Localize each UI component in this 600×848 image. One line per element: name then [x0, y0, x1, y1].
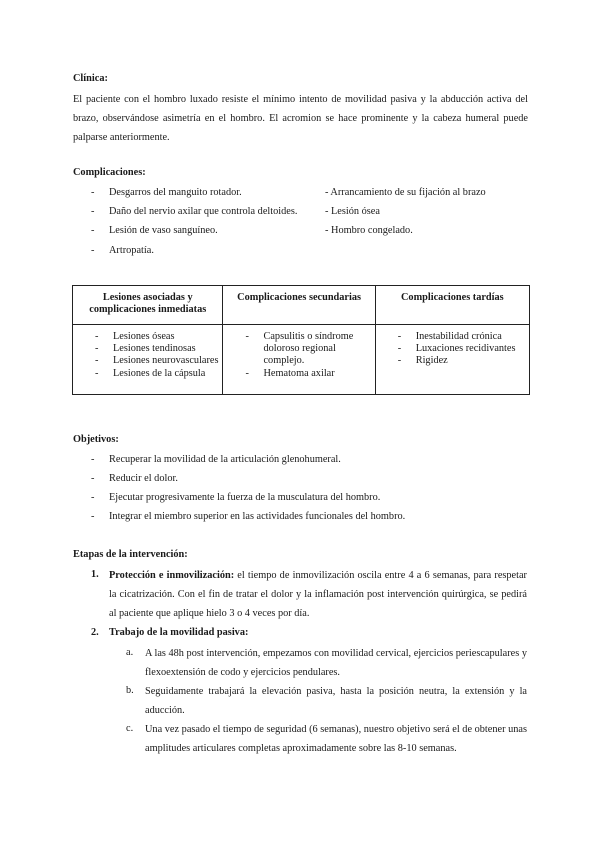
complicacion-item-right: - Hombro congelado.	[325, 225, 413, 236]
step-number: 1.	[91, 569, 99, 580]
objetivo-item: Recuperar la movilidad de la articulación glenohumeral.	[109, 454, 341, 465]
bullet-dash: -	[91, 511, 95, 522]
table-header-cell: Complicaciones secundarias	[223, 286, 375, 325]
bullet-dash: -	[91, 187, 95, 198]
complicaciones-heading: Complicaciones:	[73, 167, 146, 178]
complicacion-item: Daño del nervio axilar que controla deltoides.	[109, 206, 298, 217]
list-item: - Hematoma axilar	[245, 367, 335, 379]
bullet-dash: -	[91, 245, 95, 256]
bullet-dash: -	[91, 225, 95, 236]
sub-letter: a.	[126, 647, 134, 658]
step-text: el tiempo de inmovilización oscila entre 4 a 6 semanas, para respetar la cicatrización. Con el fin de tratar el dolor y la inflamación post intervención quirúrgica, se pedirá al paciente que aplique hielo 3 o 4 veces por día.	[109, 570, 527, 619]
clinica-heading: Clínica:	[73, 73, 108, 84]
bullet-dash: -	[91, 454, 95, 465]
bullet-dash: -	[91, 473, 95, 484]
complicacion-item-right: - Arrancamiento de su fijación al brazo	[325, 187, 486, 198]
list-item: - Lesiones de la cápsula	[95, 367, 206, 379]
bullet-dash: -	[91, 492, 95, 503]
complicacion-item: Artropatía.	[109, 245, 154, 256]
table-header-cell: Complicaciones tardías	[375, 286, 529, 325]
objetivo-item: Ejecutar progresivamente la fuerza de la musculatura del hombro.	[109, 492, 381, 503]
etapas-heading: Etapas de la intervención:	[73, 549, 188, 560]
table-list	[73, 331, 222, 380]
sub-letter: b.	[126, 685, 134, 696]
list-item: - Rigidez	[397, 355, 448, 367]
table-header-row	[73, 286, 530, 325]
objetivo-item: Reducir el dolor.	[109, 473, 178, 484]
list-item: - Lesiones óseas	[95, 331, 175, 342]
table-cell	[375, 325, 529, 395]
list-item: - Lesiones tendinosas	[95, 343, 196, 355]
sub-item-text: Seguidamente trabajará la elevación pasiva, hasta la posición neutra, la extensión y la aducción.	[145, 686, 527, 716]
table-header-cell: Lesiones asociadas y complicaciones inmediatas	[73, 286, 223, 325]
table-cell	[73, 325, 223, 395]
objetivo-item: Integrar el miembro superior en las actividades funcionales del hombro.	[109, 511, 406, 522]
sub-letter: c.	[126, 723, 134, 734]
list-item: - Capsulitis o síndrome doloroso regional complejo.	[245, 331, 354, 367]
sub-item-text: A las 48h post intervención, empezamos con movilidad cervical, ejercicios periescapulares y flexoextensión de codo y ejercicios pendulares.	[145, 648, 527, 678]
list-item: - Luxaciones recidivantes	[397, 343, 516, 355]
table-cell	[223, 325, 375, 395]
objetivos-heading: Objetivos:	[73, 434, 119, 445]
complicaciones-table	[72, 285, 530, 395]
table-list	[376, 331, 529, 368]
complicacion-item: Lesión de vaso sanguíneo.	[109, 225, 218, 236]
step-number: 2.	[91, 627, 99, 638]
clinica-paragraph: El paciente con el hombro luxado resiste el mínimo intento de movilidad pasiva y la abducción activa del brazo, observándose asimetría en el hombro. El acromion se hace prominente y la cabeza humeral puede palparse anteriormente.	[73, 94, 528, 144]
step-1-paragraph	[109, 566, 527, 623]
complicacion-item-right: - Lesión ósea	[325, 206, 380, 217]
table-list	[223, 331, 374, 380]
complicacion-item: Desgarros del manguito rotador.	[109, 187, 242, 198]
sub-item-text: Una vez pasado el tiempo de seguridad (6 semanas), nuestro objetivo será el de obtener unas amplitudes articulares completas aproximadamente sobre las 8-10 semanas.	[145, 724, 527, 754]
bullet-dash: -	[91, 206, 95, 217]
list-item: - Inestabilidad crónica	[397, 331, 502, 342]
table-row	[73, 325, 530, 395]
list-item: - Lesiones neurovasculares	[95, 355, 219, 367]
step-title: Trabajo de la movilidad pasiva:	[109, 627, 249, 638]
step-title: Protección e inmovilización:	[109, 570, 235, 581]
